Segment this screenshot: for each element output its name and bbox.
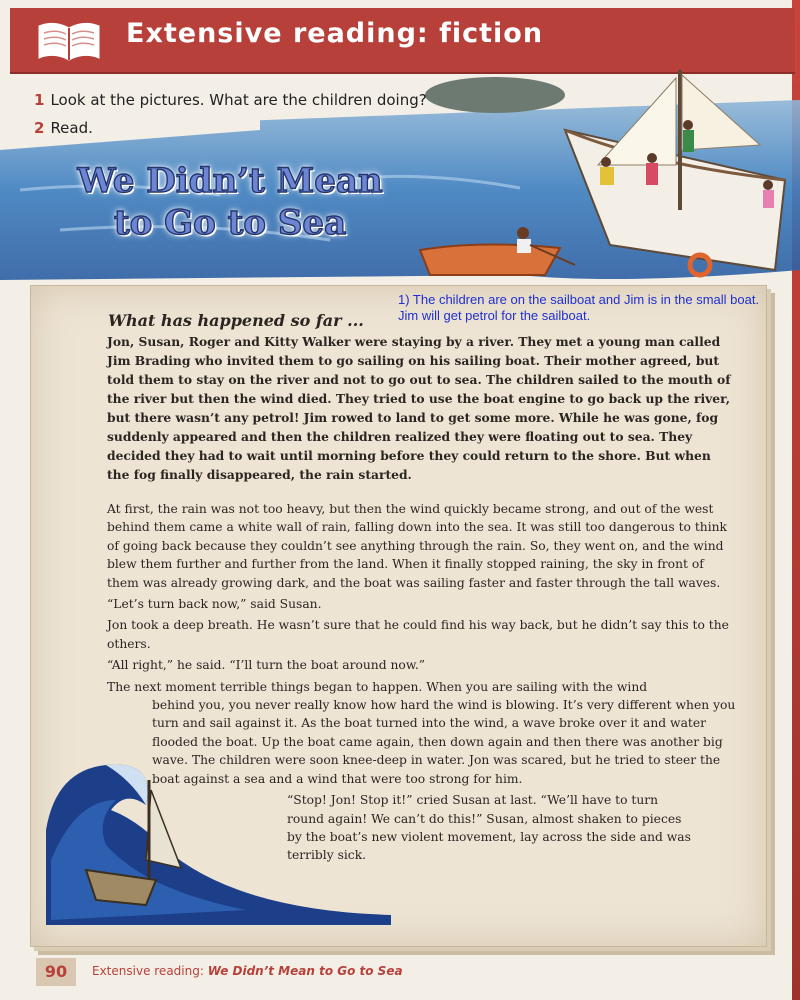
- story-paragraph: “All right,” he said. “I’ll turn the boat around now.”: [107, 658, 426, 673]
- summary-text: Jon, Susan, Roger and Kitty Walker were staying by a river. They met a young man called Jim Brading who invited them to go sailing on his sailing boat. Their mother agreed, but told them to stay on the river and not to go out to sea. The children sailed to the mouth of the river but then the wind died. They tried to use the boat engine to go back up the river, but there wasn’t any petrol! Jim rowed to land to get some more. While he was gone, fog suddenly appeared and then the children realized they were floating out to sea. They decided they had to wait until morning before they could return to the shore. But when the fog finally disappeared, the rain started.: [107, 334, 731, 482]
- story-paragraph: “Let’s turn back now,” said Susan.: [107, 597, 322, 612]
- story-title-line: to Go to Sea: [113, 203, 347, 243]
- footer-story-name: We Didn’t Mean to Go to Sea: [207, 964, 403, 978]
- handwritten-answer-annotation: 1) The children are on the sailboat and Jim is in the small boat. Jim will get petrol for the sailboat.: [398, 292, 760, 323]
- instruction-text: Read.: [50, 119, 93, 137]
- story-paragraph: behind you, you never really know how hard the wind is blowing. It’s very different when you turn and sail against it. As the boat turned into the wind, a wave broke over it and water flooded the boat. Up the boat came again, then down again and then there was another big wave. The children were soon knee-deep in water. Jon was scared, but he tried to steer the boat against a sea and a wind that were too strong for him.: [152, 698, 736, 786]
- story-paragraph: At first, the rain was not too heavy, but then the wind quickly became strong, and out of the west behind them came a white wall of rain, falling down into the sea. It was still too dangerous to think of going back because they couldn’t see anything through the rain. So, they went on, and the wind blew them further and further from the land. When it finally stopped raining, the sky in front of them was already growing dark, and the boat was sailing faster and faster through the tall waves.: [107, 502, 728, 590]
- instruction-item: [34, 114, 427, 142]
- instruction-number: 2: [34, 119, 45, 137]
- section-header: [10, 8, 795, 74]
- summary-heading: What has happened so far ...: [108, 311, 364, 330]
- story-title-line: We Didn’t Mean: [77, 161, 383, 201]
- story-body: [107, 500, 737, 868]
- instructions: [34, 86, 427, 142]
- instruction-number: 1: [34, 91, 45, 109]
- story-paragraph: “Stop! Jon! Stop it!” cried Susan at last. “We’ll have to turn round again! We can’t do this!” Susan, almost shaken to pieces by the boat’s new violent movement, lay across the side and was terribly sick.: [287, 793, 691, 863]
- section-title: Extensive reading: fiction: [126, 18, 544, 49]
- page-number: 90: [36, 958, 76, 986]
- instruction-item: [34, 86, 427, 114]
- story-paragraph: The next moment terrible things began to happen. When you are sailing with the wind: [107, 679, 648, 694]
- instruction-text: Look at the pictures. What are the children doing?: [50, 91, 427, 109]
- open-book-icon: [34, 18, 104, 64]
- story-title: [60, 160, 400, 244]
- story-paragraph: Jon took a deep breath. He wasn’t sure that he could find his way back, but he didn’t say this to the others.: [107, 618, 729, 651]
- running-footer: [92, 964, 403, 978]
- footer-prefix: Extensive reading:: [92, 964, 204, 978]
